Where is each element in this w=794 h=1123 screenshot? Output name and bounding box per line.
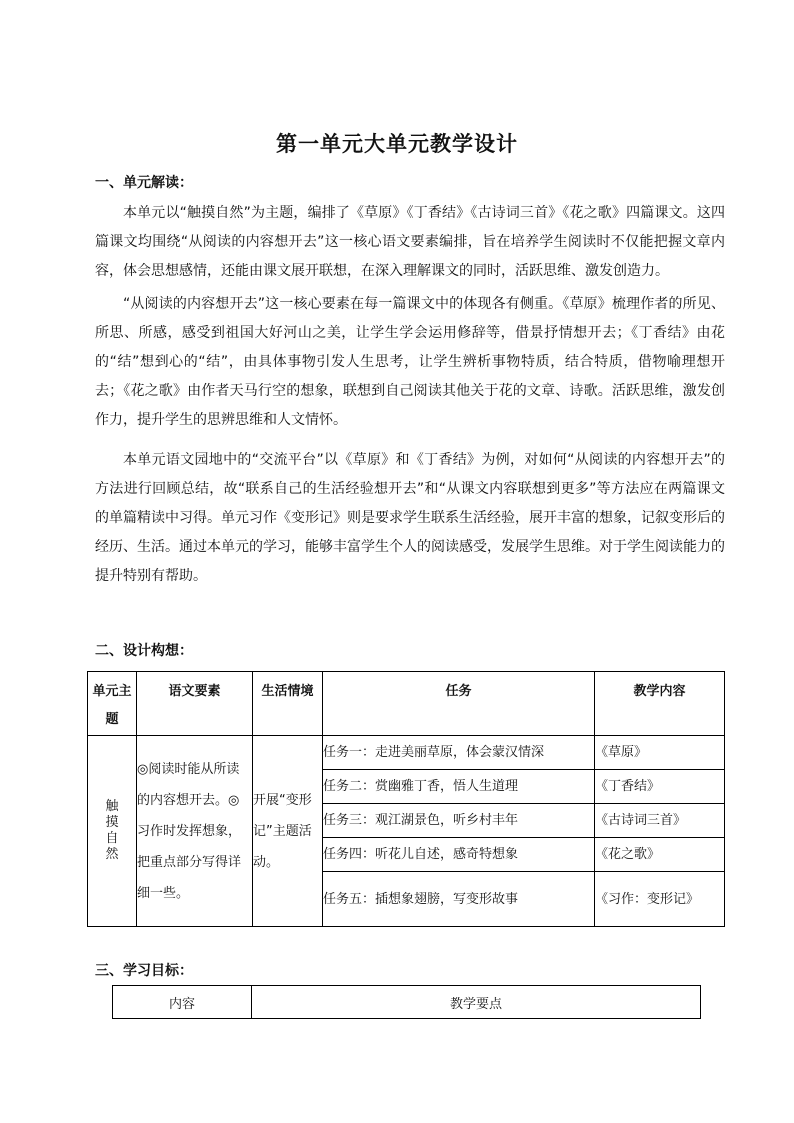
unit-theme-cell bbox=[88, 736, 137, 927]
task-cell-3: 任务三：观江湖景色，听乡村丰年 bbox=[323, 804, 595, 838]
page-title: 第一单元大单元教学设计 bbox=[276, 131, 518, 156]
design-table-header-row bbox=[88, 672, 725, 736]
content-cell-4: 《花之歌》 bbox=[595, 838, 725, 872]
content-cell-1: 《草原》 bbox=[595, 736, 725, 770]
header-task: 任务 bbox=[323, 672, 595, 736]
section1-paragraph-1: 本单元以“触摸自然”为主题，编排了《草原》《丁香结》《古诗词三首》《花之歌》四篇课文。这四篇课文均围绕“从阅读的内容想开去”这一核心语文要素编排，旨在培养学生阅读时不仅能把握文章内容，体会思想感情，还能由课文展开联想，在深入理解课文的同时，活跃思维、激发创造力。 bbox=[95, 205, 725, 279]
goals-header-content: 内容 bbox=[113, 986, 252, 1019]
section1-paragraph-2: “从阅读的内容想开去”这一核心要素在每一篇课文中的体现各有侧重。《草原》梳理作者的所见、所思、所感，感受到祖国大好河山之美，让学生学会运用修辞等，借景抒情想开去；《丁香结》由花的“结”想到心的“结”，由具体事物引发人生思考，让学生辨析事物特质，结合特质，借物喻理想开去；《花之歌》由作者天马行空的想象，联想到自己阅读其他关于花的文章、诗歌。活跃思维，激发创作力，提升学生的思辨思维和人文情怀。 bbox=[95, 296, 725, 428]
header-language-elements: 语文要素 bbox=[137, 672, 253, 736]
task-cell-4: 任务四：听花儿自述，感奇特想象 bbox=[323, 838, 595, 872]
header-teaching-content: 教学内容 bbox=[595, 672, 725, 736]
goals-header-points: 教学要点 bbox=[252, 986, 701, 1019]
task-cell-5: 任务五：插想象翅膀，写变形故事 bbox=[323, 872, 595, 927]
content-cell-2: 《丁香结》 bbox=[595, 770, 725, 804]
header-unit-theme: 单元主题 bbox=[88, 672, 137, 736]
section1-paragraph-3: 本单元语文园地中的“交流平台”以《草原》和《丁香结》为例，对如何“从阅读的内容想开去”的方法进行回顾总结，故“联系自己的生活经验想开去”和“从课文内容联想到更多”等方法应在两篇课文的单篇精读中习得。单元习作《变形记》则是要求学生联系生活经验，展开丰富的想象，记叙变形后的经历、生活。通过本单元的学习，能够丰富学生个人的阅读感受，发展学生思维。对于学生阅读能力的提升特别有帮助。 bbox=[95, 452, 725, 584]
unit-theme-text: 触摸自然 bbox=[105, 799, 119, 862]
table-row bbox=[88, 736, 725, 770]
content-cell-5: 《习作：变形记》 bbox=[595, 872, 725, 927]
life-context-cell: 开展“变形记”主题活动。 bbox=[253, 736, 323, 927]
task-cell-2: 任务二：赏幽雅丁香，悟人生道理 bbox=[323, 770, 595, 804]
section1-heading: 一、单元解读： bbox=[95, 175, 193, 191]
goals-table-header-row bbox=[113, 986, 701, 1019]
design-table bbox=[87, 671, 725, 927]
header-life-context: 生活情境 bbox=[253, 672, 323, 736]
goals-table bbox=[112, 985, 701, 1019]
language-elements-cell: ◎阅读时能从所读的内容想开去。◎习作时发挥想象，把重点部分写得详细一些。 bbox=[137, 736, 253, 927]
section3-heading: 三、学习目标： bbox=[95, 963, 193, 979]
content-cell-3: 《古诗词三首》 bbox=[595, 804, 725, 838]
section2-heading: 二、设计构想： bbox=[95, 643, 193, 659]
task-cell-1: 任务一：走进美丽草原，体会蒙汉情深 bbox=[323, 736, 595, 770]
